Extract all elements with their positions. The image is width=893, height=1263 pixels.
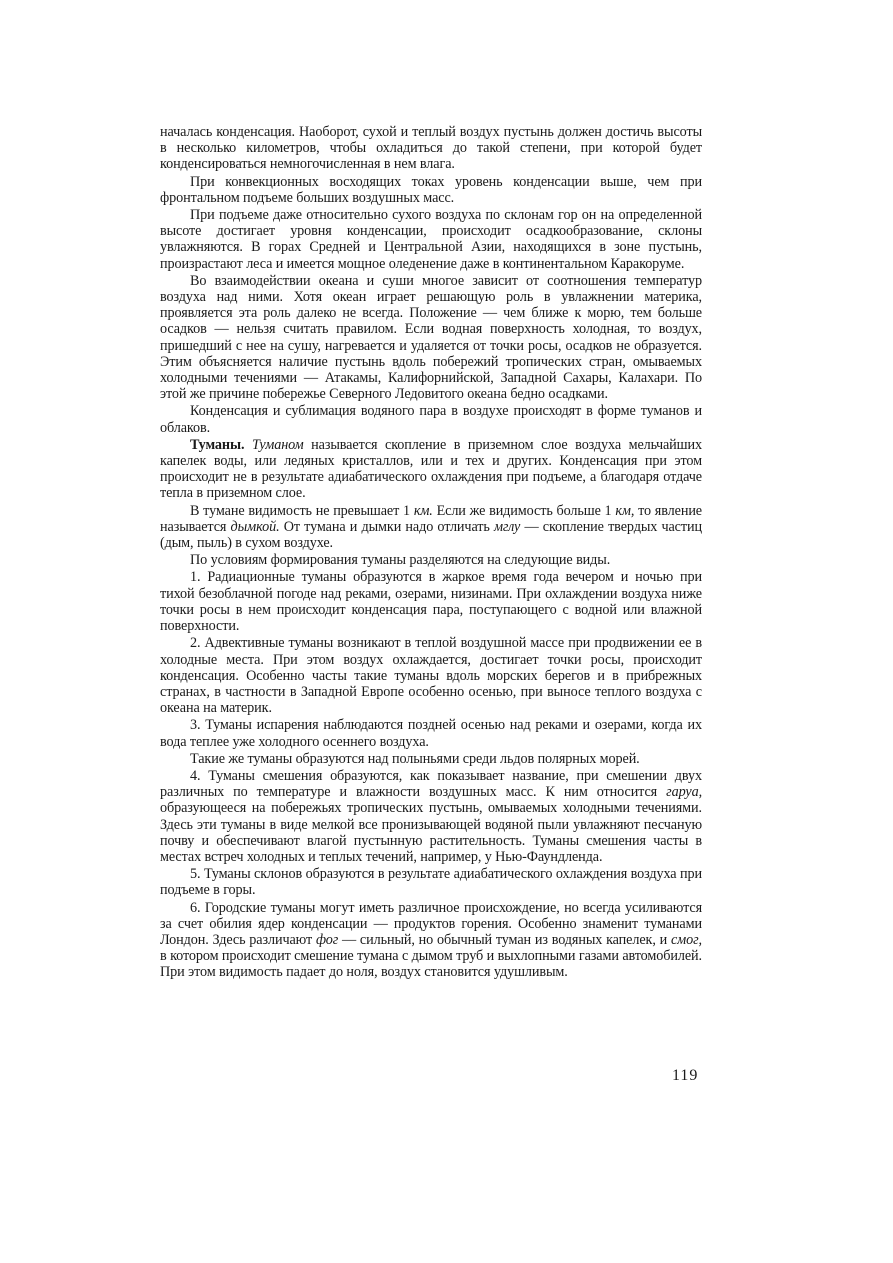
text-segment: — сильный, но обычный туман из водяных капелек, и [342, 931, 668, 948]
term-smog: смог, [670, 931, 702, 948]
paragraph-convection: При конвекционных восходящих токах уровень конденсации выше, чем при фронтальном подъеме больших воздушных масс. [160, 173, 702, 206]
paragraph-fog-definition [160, 437, 702, 502]
unit-km: км. [413, 502, 433, 519]
text-segment: От тумана и дымки надо отличать [283, 518, 490, 535]
paragraph-continuation: началась конденсация. Наоборот, сухой и теплый воздух пустынь должен достичь высоты в несколько километров, чтобы охладиться до такой степени, при которой будет конденсироваться немногочисленная в нем влага. [160, 124, 702, 173]
paragraph-mountains: При подъеме даже относительно сухого воздуха по склонам гор он на определенной высоте достигает уровня конденсации, происходит осадкообразование, склоны увлажняются. В горах Средней и Центральной Азии, находящихся в зоне пустынь, произрастают леса и имеется мощное оледенение даже в континентальном Каракоруме. [160, 207, 702, 272]
term-fog: Туманом [251, 436, 304, 453]
paragraph-fog-definition-text: называется скопление в приземном слое воздуха мельчайших капелек воды, или ледяных кристаллов, или и тех и других. Конденсация при этом происходит не в результате адиабатического охлаждения при подъеме, а благодаря отдаче тепла в приземном слое. [160, 436, 702, 502]
paragraph-type-slope: 5. Туманы склонов образуются в результате адиабатического охлаждения воздуха при подъеме в горы. [160, 866, 702, 899]
paragraph-types-intro: По условиям формирования туманы разделяются на следующие виды. [190, 552, 611, 569]
text-segment: Если же видимость больше 1 [436, 502, 612, 519]
page-number: 119 [672, 1067, 699, 1084]
paragraph-type-evaporation: 3. Туманы испарения наблюдаются поздней осенью над реками и озерами, когда их вода теплее уже холодного осеннего воздуха. [160, 717, 702, 750]
text-segment: — скопление твердых частиц (дым, пыль) в сухом воздухе. [160, 518, 702, 552]
text-segment: то явление называется [160, 502, 703, 535]
term-fog-english: фог [315, 931, 339, 948]
text-segment: 6. Городские туманы могут иметь различное происхождение, но всегда усиливаются за счет обилия ядер конденсации — продуктов горения. Особенно знаменит туманами Лондон. Здесь различают [160, 899, 702, 948]
paragraph-visibility [160, 503, 702, 552]
paragraph-type-mixing [160, 768, 702, 865]
text-segment: образующееся на побережьях тропических пустынь, омываемых холодными течениями. Здесь эти туманы в виде мелкой все пронизывающей водяной пыли увлажняют песчаную почву и обеспечивают влагой пустынную растительность. Туманы смешения часты в местах встреч холодных и теплых течений, например, у Нью-Фаундленда. [160, 800, 702, 865]
paragraph-fogs-clouds: Конденсация и сублимация водяного пара в воздухе происходят в форме туманов и облаков. [160, 403, 702, 436]
page-body [160, 124, 702, 982]
paragraph-type-advection: 2. Адвективные туманы возникают в теплой воздушной массе при продвижении ее в холодные места. При этом воздух охлаждается, достигает точки росы, происходит конденсация. Особенно часты такие туманы вдоль морских берегов и в прибрежных странах, в частности в Западной Европе особенно осенью, при выносе теплого воздуха с океана на материк. [160, 635, 702, 717]
text-segment: В тумане видимость не превышает 1 [190, 502, 411, 519]
unit-km: км, [615, 502, 635, 519]
paragraph-ocean-land: Во взаимодействии океана и суши многое зависит от соотношения температур воздуха над ними. Хотя океан играет решающую роль в увлажнении материка, проявляется эта роль далеко не всегда. Положение — чем ближе к морю, тем больше осадков — нельзя считать правилом. Если водная поверхность холодная, то воздух, пришедший с нее на сушу, нагревается и удаляется от точки росы, осадков не образуется. Этим объясняется наличие пустынь вдоль побережий тропических стран, омываемых холодными течениями — Атакамы, Калифорнийской, Западной Сахары, Калахари. По этой же причине побережье Северного Ледовитого океана бедно осадками. [160, 272, 702, 403]
section-heading-fogs: Туманы. [190, 436, 245, 453]
paragraph-type-radiation: 1. Радиационные туманы образуются в жаркое время года вечером и ночью при тихой безоблачной погоде над реками, озерами, низинами. При охлаждении воздуха ниже точки росы в нем происходит конденсация пара, поступающего с водной или влажной поверхности. [160, 569, 702, 635]
paragraph-polynya: Такие же туманы образуются над полыньями среди льдов полярных морей. [190, 750, 640, 767]
text-segment: 4. Туманы смешения образуются, как показывает название, при смешении двух различных по температуре и влажности воздушных масс. К ним относится [160, 767, 702, 801]
term-garua: гаруа, [666, 784, 703, 801]
term-mist: мглу [493, 518, 521, 535]
text-segment: в котором происходит смешение тумана с дымом труб и выхлопными газами автомобилей. При этом видимость падает до ноля, воздух становится удушливым. [160, 948, 702, 981]
term-haze: дымкой. [230, 518, 280, 535]
paragraph-type-urban [160, 900, 702, 981]
